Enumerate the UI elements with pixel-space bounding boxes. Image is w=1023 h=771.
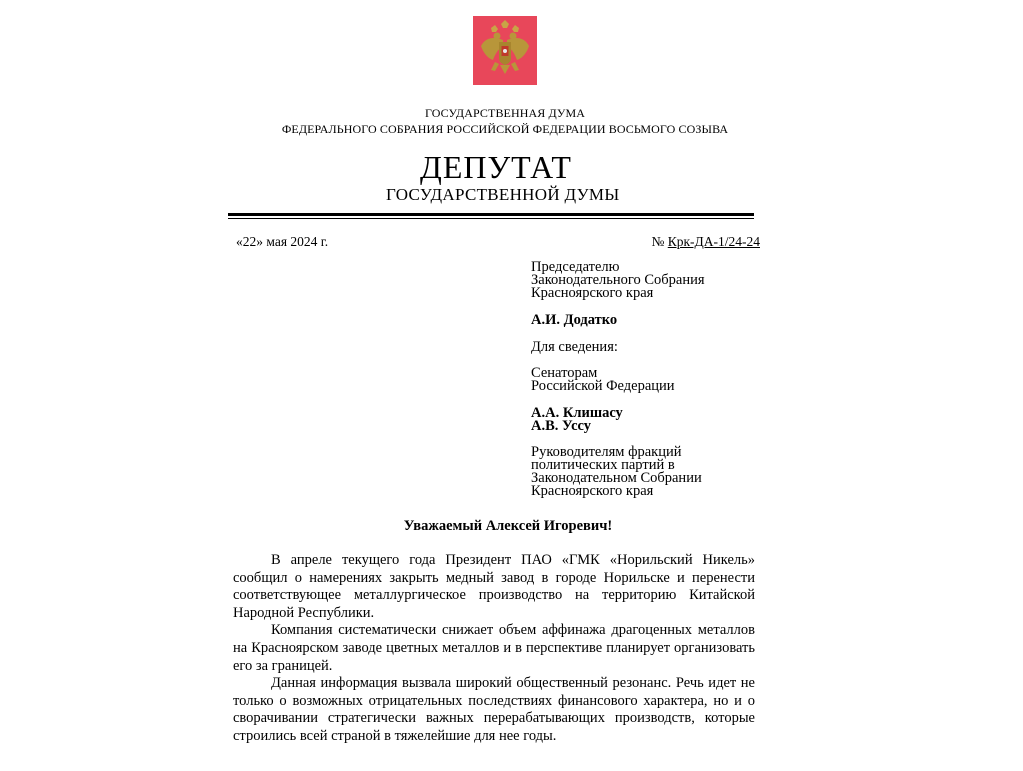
body-paragraph: Данная информация вызвала широкий общественный резонанс. Речь идет не только о возможных отрицательных последствиях финансового характера, но и о сворачивании стратегически важных перерабатывающих производств, которые строились всей страной в тяжелейшие для нее годы. xyxy=(233,675,755,744)
address-line: Сенаторам xyxy=(531,365,598,381)
header-divider-thin xyxy=(228,218,754,219)
address-line: Руководителям фракций xyxy=(531,444,682,460)
senator-name: А.А. Клишасу xyxy=(531,405,623,421)
header-divider-thick xyxy=(228,213,754,216)
letterhead-title: ДЕПУТАТ xyxy=(420,149,572,185)
registration-number-value: Крк-ДА-1/24-24 xyxy=(667,234,760,249)
recipient-title xyxy=(531,261,705,300)
senators-names xyxy=(531,407,623,433)
body-paragraph: Компания систематически снижает объем аффинажа драгоценных металлов на Красноярском заводе цветных металлов и в перспективе планирует организовать его за границей. xyxy=(233,622,755,674)
body-paragraph: В апреле текущего года Президент ПАО «ГМК «Норильский Никель» сообщил о намерениях закрыть медный завод в городе Норильске и перенести соответствующее металлургическое производство на территорию Китайской Народной Республики. xyxy=(233,552,755,621)
coat-of-arms-icon xyxy=(473,16,537,85)
senators-title xyxy=(531,367,675,393)
info-label: Для сведения: xyxy=(531,339,618,355)
letter-body xyxy=(233,552,755,746)
salutation: Уважаемый Алексей Игоревич! xyxy=(403,518,613,534)
registration-number xyxy=(651,234,760,250)
address-line: политических партий в xyxy=(531,457,675,473)
senator-name: А.В. Уссу xyxy=(531,418,592,434)
letterhead-subtitle: ГОСУДАРСТВЕННОЙ ДУМЫ xyxy=(386,185,620,204)
recipient-name: А.И. Додатко xyxy=(531,312,618,328)
registration-number-prefix: № xyxy=(651,234,668,249)
address-line: Красноярского края xyxy=(531,285,654,301)
address-line: Законодательного Собрания xyxy=(531,272,705,288)
org-name-line2: ФЕДЕРАЛЬНОГО СОБРАНИЯ РОССИЙСКОЙ ФЕДЕРАЦИИ ВОСЬМОГО СОЗЫВА xyxy=(281,122,729,136)
letter-date: «22» мая 2024 г. xyxy=(236,234,329,249)
address-line: Законодательном Собрании xyxy=(531,470,702,486)
org-name-line1: ГОСУДАРСТВЕННАЯ ДУМА xyxy=(424,106,586,120)
factions-title xyxy=(531,446,702,498)
address-line: Российской Федерации xyxy=(531,378,675,394)
address-line: Председателю xyxy=(531,259,620,275)
address-line: Красноярского края xyxy=(531,483,654,499)
